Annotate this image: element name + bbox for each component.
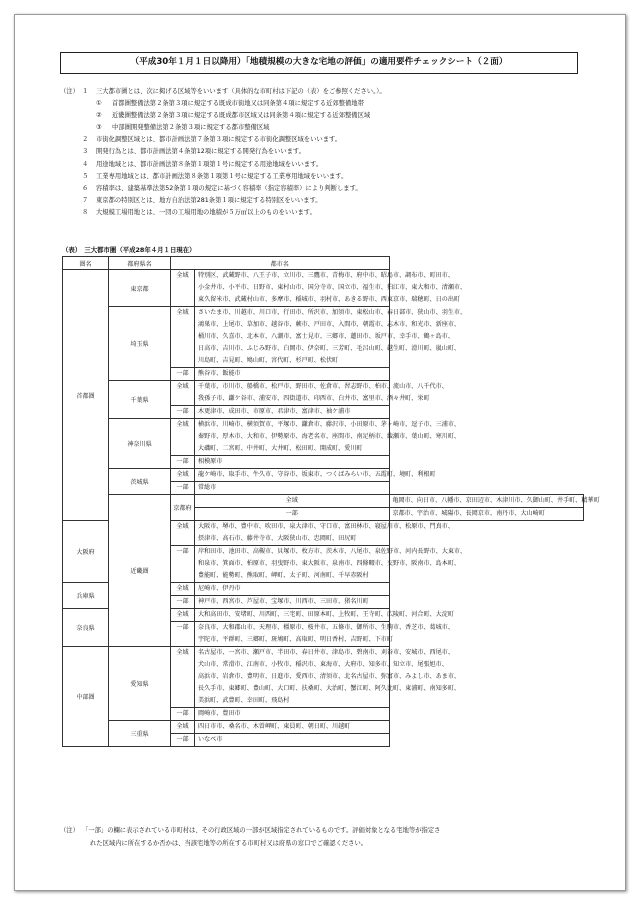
region-shutoken: 首都圏 <box>63 270 109 521</box>
city-line: 大磯町、二宮町、中井町、大井町、松田町、開成町、愛川町 <box>198 445 363 452</box>
metro-area-table <box>62 256 600 747</box>
table-row <box>63 270 584 307</box>
subitem-mark: ① <box>96 100 102 108</box>
city-list <box>389 508 584 521</box>
city-line: 長久手市、東郷町、豊山町、大口町、扶桑町、大治町、蟹江町、阿久比町、東浦町、南知多町、 <box>198 685 461 692</box>
city-line: 秦野市、厚木市、大和市、伊勢原市、海老名市、座間市、南足柄市、綾瀬市、葉山町、寒川町、 <box>198 433 461 440</box>
pref-kyoto: 京都府 <box>171 495 195 521</box>
region-chubuken: 中部圏 <box>63 647 109 747</box>
city-list <box>195 521 454 546</box>
note-item-6 <box>60 183 585 195</box>
pref-mie: 三重県 <box>109 721 171 747</box>
city-list <box>195 419 461 456</box>
city-line: 木更津市、成田市、市原市、君津市、富津市、袖ケ浦市 <box>198 408 351 415</box>
city-line: 高浜市、岩倉市、豊明市、日進市、愛西市、清須市、北名古屋市、弥富市、みよし市、あま市、 <box>198 673 461 680</box>
city-list <box>195 708 390 721</box>
city-list <box>195 307 467 368</box>
city-line: 岸和田市、池田市、高槻市、貝塚市、枚方市、茨木市、八尾市、泉佐野市、河内長野市、大東市、 <box>198 548 467 555</box>
region-kinkiken: 近畿圏 <box>109 495 171 647</box>
city-line: 大和高田市、安堵町、川西町、三宅町、田原本町、上牧町、王寺町、広陵町、河合町、大淀町 <box>198 611 454 618</box>
city-line: 神戸市、西宮市、芦屋市、宝塚市、川西市、三田市、猪名川町 <box>198 598 369 605</box>
city-list <box>195 406 390 419</box>
header-city: 都市名 <box>171 257 390 270</box>
kind-all: 全域 <box>171 521 195 546</box>
city-list <box>195 622 454 647</box>
city-list <box>195 270 467 307</box>
city-line: 奈良市、大和郡山市、天理市、橿原市、桜井市、五條市、御所市、生駒市、香芝市、葛城市、 <box>198 624 454 631</box>
kind-all: 全域 <box>171 270 195 307</box>
city-line: 摂津市、高石市、藤井寺市、大阪狭山市、忠岡町、田尻町 <box>198 535 357 542</box>
note-text: 三大都市圏とは、次に掲げる区域等をいいます（具体的な市町村は下記の（表）をご参照ください。）。 <box>96 88 386 95</box>
note-text: 開発行為とは、都市計画法第４条第12項に規定する開発行為をいいます。 <box>96 148 306 156</box>
city-line: 小金井市、小平市、日野市、東村山市、国分寺市、国立市、福生市、狛江市、東大和市、清瀬市、 <box>198 284 467 291</box>
city-line: 四日市市、桑名市、木曽岬町、東員町、朝日町、川越町 <box>198 723 351 730</box>
city-line: 宇陀市、平群町、三郷町、斑鳩町、高取町、明日香村、吉野町、下市町 <box>198 636 393 643</box>
city-line: 美浜町、武豊町、幸田町、飛島村 <box>198 697 290 704</box>
note-subitem-1 <box>60 98 585 110</box>
table-row <box>63 307 584 368</box>
kind-all: 全域 <box>171 721 195 734</box>
city-list <box>195 469 436 482</box>
subitem-mark: ② <box>96 112 102 120</box>
subitem-text: 中部圏開発整備法第２条第３項に規定する都市整備区域 <box>112 124 270 132</box>
pref-saitama: 埼玉県 <box>109 307 171 381</box>
kind-partial: 一部 <box>171 546 195 583</box>
city-line: 岡崎市、豊田市 <box>198 710 241 717</box>
city-list <box>195 368 390 381</box>
note-item-5 <box>60 171 585 183</box>
table-row <box>63 419 584 456</box>
kind-partial: 一部 <box>195 508 390 521</box>
kind-all: 全域 <box>171 609 195 622</box>
note-number: ８ <box>82 208 89 216</box>
kind-partial: 一部 <box>171 596 195 609</box>
pref-kanagawa: 神奈川県 <box>109 419 171 469</box>
note-text: 工業専用地域とは、都市計画法第８条第１項第１号に規定する工業専用地域をいいます。 <box>96 172 348 180</box>
city-line: 日高市、吉川市、ふじみ野市、白岡市、伊奈町、三芳町、毛呂山町、越生町、滑川町、嵐山町、 <box>198 345 461 352</box>
pref-tokyo: 東京都 <box>109 270 171 307</box>
kind-partial: 一部 <box>171 708 195 721</box>
city-list <box>195 609 454 622</box>
kind-all: 全域 <box>171 583 195 596</box>
header-region: 圏名 <box>63 257 109 270</box>
city-line: 和泉市、箕面市、柏原市、羽曳野市、東大阪市、泉南市、四條畷市、交野市、阪南市、島本町、 <box>198 560 461 567</box>
kind-all: 全域 <box>171 647 195 708</box>
note-text: 市街化調整区域とは、都市計画法第７条第３項に規定する市街化調整区域をいいます。 <box>96 136 342 144</box>
city-list <box>195 721 390 734</box>
city-line: いなべ市 <box>198 736 223 743</box>
note-item-7 <box>60 195 585 207</box>
footer-line-1: 「一部」の欄に表示されている市町村は、その行政区域の一部が区域指定されているものです。評価対象となる宅地等が指定さ <box>82 827 441 834</box>
city-list <box>389 495 600 508</box>
table-row <box>63 469 584 482</box>
pref-osaka: 大阪府 <box>63 521 109 583</box>
city-line: 亀岡市、向日市、八幡市、京田辺市、木津川市、久御山町、井手町、精華町 <box>392 497 600 504</box>
note-item-4 <box>60 159 585 171</box>
kind-all: 全域 <box>195 495 390 508</box>
city-line: 特別区、武蔵野市、八王子市、立川市、三鷹市、青梅市、府中市、昭島市、調布市、町田市、 <box>198 272 454 279</box>
pref-hyogo: 兵庫県 <box>63 583 109 609</box>
note-item-8 <box>60 207 585 219</box>
kind-all: 全域 <box>171 469 195 482</box>
city-list <box>195 583 390 596</box>
kind-partial: 一部 <box>171 482 195 495</box>
pref-chiba: 千葉県 <box>109 381 171 419</box>
note-text: 容積率は、建築基準法第52条第１項の規定に基づく容積率（指定容積率）により判断します。 <box>96 184 362 192</box>
city-line: 横浜市、川崎市、横須賀市、平塚市、鎌倉市、藤沢市、小田原市、茅ヶ崎市、逗子市、三浦市、 <box>198 421 461 428</box>
city-line: 鴻巣市、上尾市、草加市、越谷市、蕨市、戸田市、入間市、朝霞市、志木市、和光市、新座市、 <box>198 321 461 328</box>
footer-line-2: れた区域内に所在するか否かは、当該宅地等の所在する市町村又は府県の窓口でご確認ください。 <box>90 839 368 847</box>
kind-partial: 一部 <box>171 456 195 469</box>
city-list <box>195 596 390 609</box>
city-line: 我孫子市、鎌ケ谷市、浦安市、四街道市、印西市、白井市、富里市、酒々井町、栄町 <box>198 395 430 402</box>
note-text: 東京都の特別区とは、地方自治法第281条第１項に規定する特別区をいいます。 <box>96 196 322 204</box>
kind-all: 全域 <box>171 307 195 368</box>
note-subitem-3 <box>60 122 585 134</box>
city-line: 東久留米市、武蔵村山市、多摩市、稲城市、羽村市、あきる野市、西東京市、瑞穂町、日の出町 <box>198 296 461 303</box>
page-title: （平成30年１月１日以降用）「地積規模の大きな宅地の評価」の適用要件チェックシート（２面） <box>60 52 578 74</box>
kind-partial: 一部 <box>171 368 195 381</box>
footer-label: （注） <box>60 827 79 834</box>
city-line: 犬山市、常滑市、江南市、小牧市、稲沢市、東海市、大府市、知多市、知立市、尾張旭市、 <box>198 661 448 668</box>
pref-ibaraki: 茨城県 <box>109 469 171 495</box>
subitem-text: 近畿圏整備法第２条第３項に規定する既成都市区域又は同条第４項に規定する近郊整備区域 <box>112 112 371 120</box>
table-header-row <box>63 257 584 270</box>
city-line: 桶川市、久喜市、北本市、八潮市、富士見市、三郷市、蓮田市、坂戸市、幸手市、鶴ヶ島市、 <box>198 333 454 340</box>
city-line: さいたま市、川越市、川口市、行田市、所沢市、加須市、東松山市、春日部市、狭山市、羽生市、 <box>198 309 467 316</box>
notes-section <box>60 86 585 219</box>
kind-partial: 一部 <box>171 734 195 747</box>
note-number: ６ <box>82 184 89 192</box>
pref-aichi: 愛知県 <box>109 647 171 721</box>
city-line: 尼崎市、伊丹市 <box>198 585 241 592</box>
note-number: ５ <box>82 172 89 180</box>
note-item-2 <box>60 134 585 146</box>
pref-nara: 奈良県 <box>63 609 109 647</box>
note-number: ２ <box>82 136 89 144</box>
header-prefecture: 都府県名 <box>109 257 171 270</box>
kind-all: 全域 <box>171 381 195 406</box>
city-list <box>195 456 390 469</box>
city-line: 千葉市、市川市、船橋市、松戸市、野田市、佐倉市、習志野市、柏市、流山市、八千代市、 <box>198 383 448 390</box>
note-item-1 <box>60 86 585 98</box>
note-number: ３ <box>82 148 89 156</box>
city-list <box>195 482 390 495</box>
kind-partial: 一部 <box>171 622 195 647</box>
subitem-text: 首都圏整備法第２条第３項に規定する既成市街地又は同条第４項に規定する近郊整備地帯 <box>112 100 364 108</box>
city-list <box>195 546 467 583</box>
city-line: 大阪市、堺市、豊中市、吹田市、泉大津市、守口市、富田林市、寝屋川市、松原市、門真市、 <box>198 523 454 530</box>
city-list <box>195 647 461 708</box>
note-number: ７ <box>82 196 89 204</box>
notes-label: （注） <box>60 88 79 95</box>
table-row <box>63 495 584 508</box>
city-line: 名古屋市、一宮市、瀬戸市、半田市、春日井市、津島市、碧南市、刈谷市、安城市、西尾市、 <box>198 649 454 656</box>
city-line: 熊谷市、飯能市 <box>198 370 241 377</box>
note-text: 用途地域とは、都市計画法第８条第１項第１号に規定する用途地域をいいます。 <box>96 160 323 168</box>
table-title: （表） 三大都市圏（平成28年４月１日現在） <box>62 246 196 254</box>
note-number: ４ <box>82 160 89 168</box>
city-line: 龍ケ崎市、取手市、牛久市、守谷市、坂東市、つくばみらい市、五霞町、境町、利根町 <box>198 471 436 478</box>
city-line: 豊能町、能勢町、熊取町、岬町、太子町、河南町、千早赤阪村 <box>198 572 369 579</box>
note-text: 大規模工場用地とは、一団の工場用地の地積が５万㎡以上のものをいいます。 <box>96 208 316 216</box>
city-line: 京都市、宇治市、城陽市、長岡京市、南丹市、大山崎町 <box>392 510 545 517</box>
city-line: 川島町、吉見町、鳩山町、宮代町、杉戸町、松伏町 <box>198 357 339 364</box>
footer-note <box>60 825 585 850</box>
city-line: 常総市 <box>198 484 217 491</box>
city-list <box>195 734 390 747</box>
table-row <box>63 647 584 708</box>
kind-all: 全域 <box>171 419 195 456</box>
city-list <box>195 381 448 406</box>
subitem-mark: ③ <box>96 124 102 132</box>
note-number: １ <box>82 88 89 95</box>
city-line: 相模原市 <box>198 458 223 465</box>
table-row <box>63 721 584 734</box>
kind-partial: 一部 <box>171 406 195 419</box>
table-row <box>63 381 584 406</box>
note-subitem-2 <box>60 110 585 122</box>
note-item-3 <box>60 146 585 158</box>
